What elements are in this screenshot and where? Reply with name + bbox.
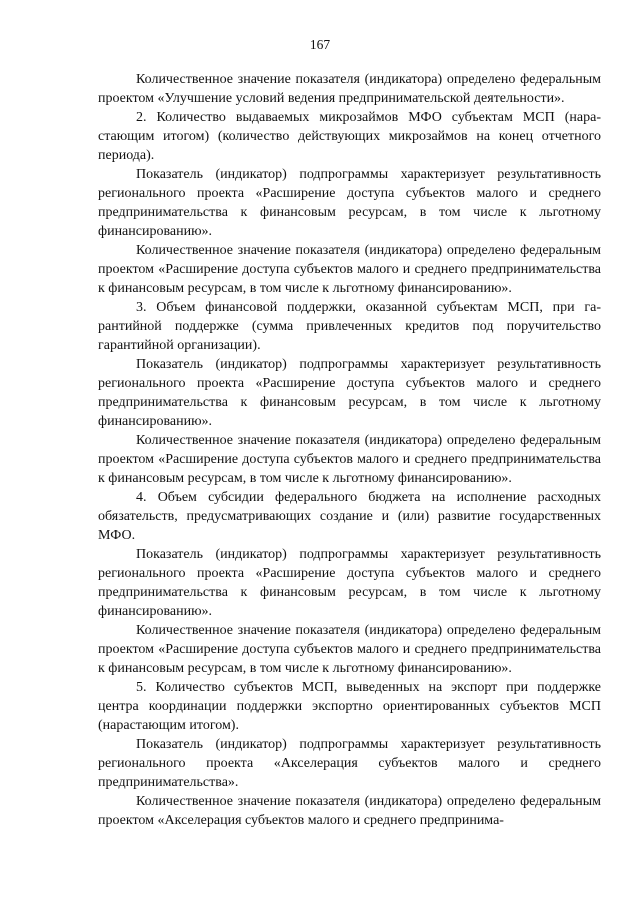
document-body [98, 70, 601, 830]
paragraph: Количественное значение показателя (индикатора) определено федеральным проектом «Акселерация субъектов малого и среднего предпринима- [98, 794, 601, 828]
paragraph: Показатель (индикатор) подпрограммы характеризует результативность регионального проекта «Акселерация субъектов малого и среднего предпринимательства». [98, 737, 601, 790]
paragraph: 4. Объем субсидии федерального бюджета на исполнение расходных обязательств, предусматривающих создание и (или) развитие государственных МФО. [98, 490, 601, 543]
paragraph: 5. Количество субъектов МСП, выведенных на экспорт при поддержке центра координации поддержки экспортно ориентированных субъектов МСП (нарастающим итогом). [98, 680, 601, 733]
paragraph: Количественное значение показателя (индикатора) определено федеральным проектом «Улучшение условий ведения предпринимательской деятельности». [98, 72, 601, 106]
paragraph: Показатель (индикатор) подпрограммы характеризует результативность регионального проекта «Расширение доступа субъектов малого и среднего предпринимательства к финансовым ресурсам, в том числе к льготному финансированию». [98, 357, 601, 429]
paragraph: Показатель (индикатор) подпрограммы характеризует результативность регионального проекта «Расширение доступа субъектов малого и среднего предпринимательства к финансовым ресурсам, в том числе к льготному финансированию». [98, 167, 601, 239]
paragraph: Количественное значение показателя (индикатора) определено федеральным проектом «Расширение доступа субъектов малого и среднего предпринимательства к финансовым ресурсам, в том числе к льготному финансированию». [98, 623, 601, 676]
page-number: 167 [309, 37, 331, 52]
paragraph: Показатель (индикатор) подпрограммы характеризует результативность регионального проекта «Расширение доступа субъектов малого и среднего предпринимательства к финансовым ресурсам, в том числе к льготному финансированию». [98, 547, 601, 619]
paragraph: 3. Объем финансовой поддержки, оказанной субъектам МСП, при гарантийной поддержке (сумма привлеченных кредитов под поручительство гарантийной организации). [98, 300, 601, 353]
paragraph: Количественное значение показателя (индикатора) определено федеральным проектом «Расширение доступа субъектов малого и среднего предпринимательства к финансовым ресурсам, в том числе к льготному финансированию». [98, 243, 601, 296]
paragraph: 2. Количество выдаваемых микрозаймов МФО субъектам МСП (нарастающим итогом) (количество действующих микрозаймов на конец отчетного периода). [98, 110, 601, 163]
paragraph: Количественное значение показателя (индикатора) определено федеральным проектом «Расширение доступа субъектов малого и среднего предпринимательства к финансовым ресурсам, в том числе к льготному финансированию». [98, 433, 601, 486]
